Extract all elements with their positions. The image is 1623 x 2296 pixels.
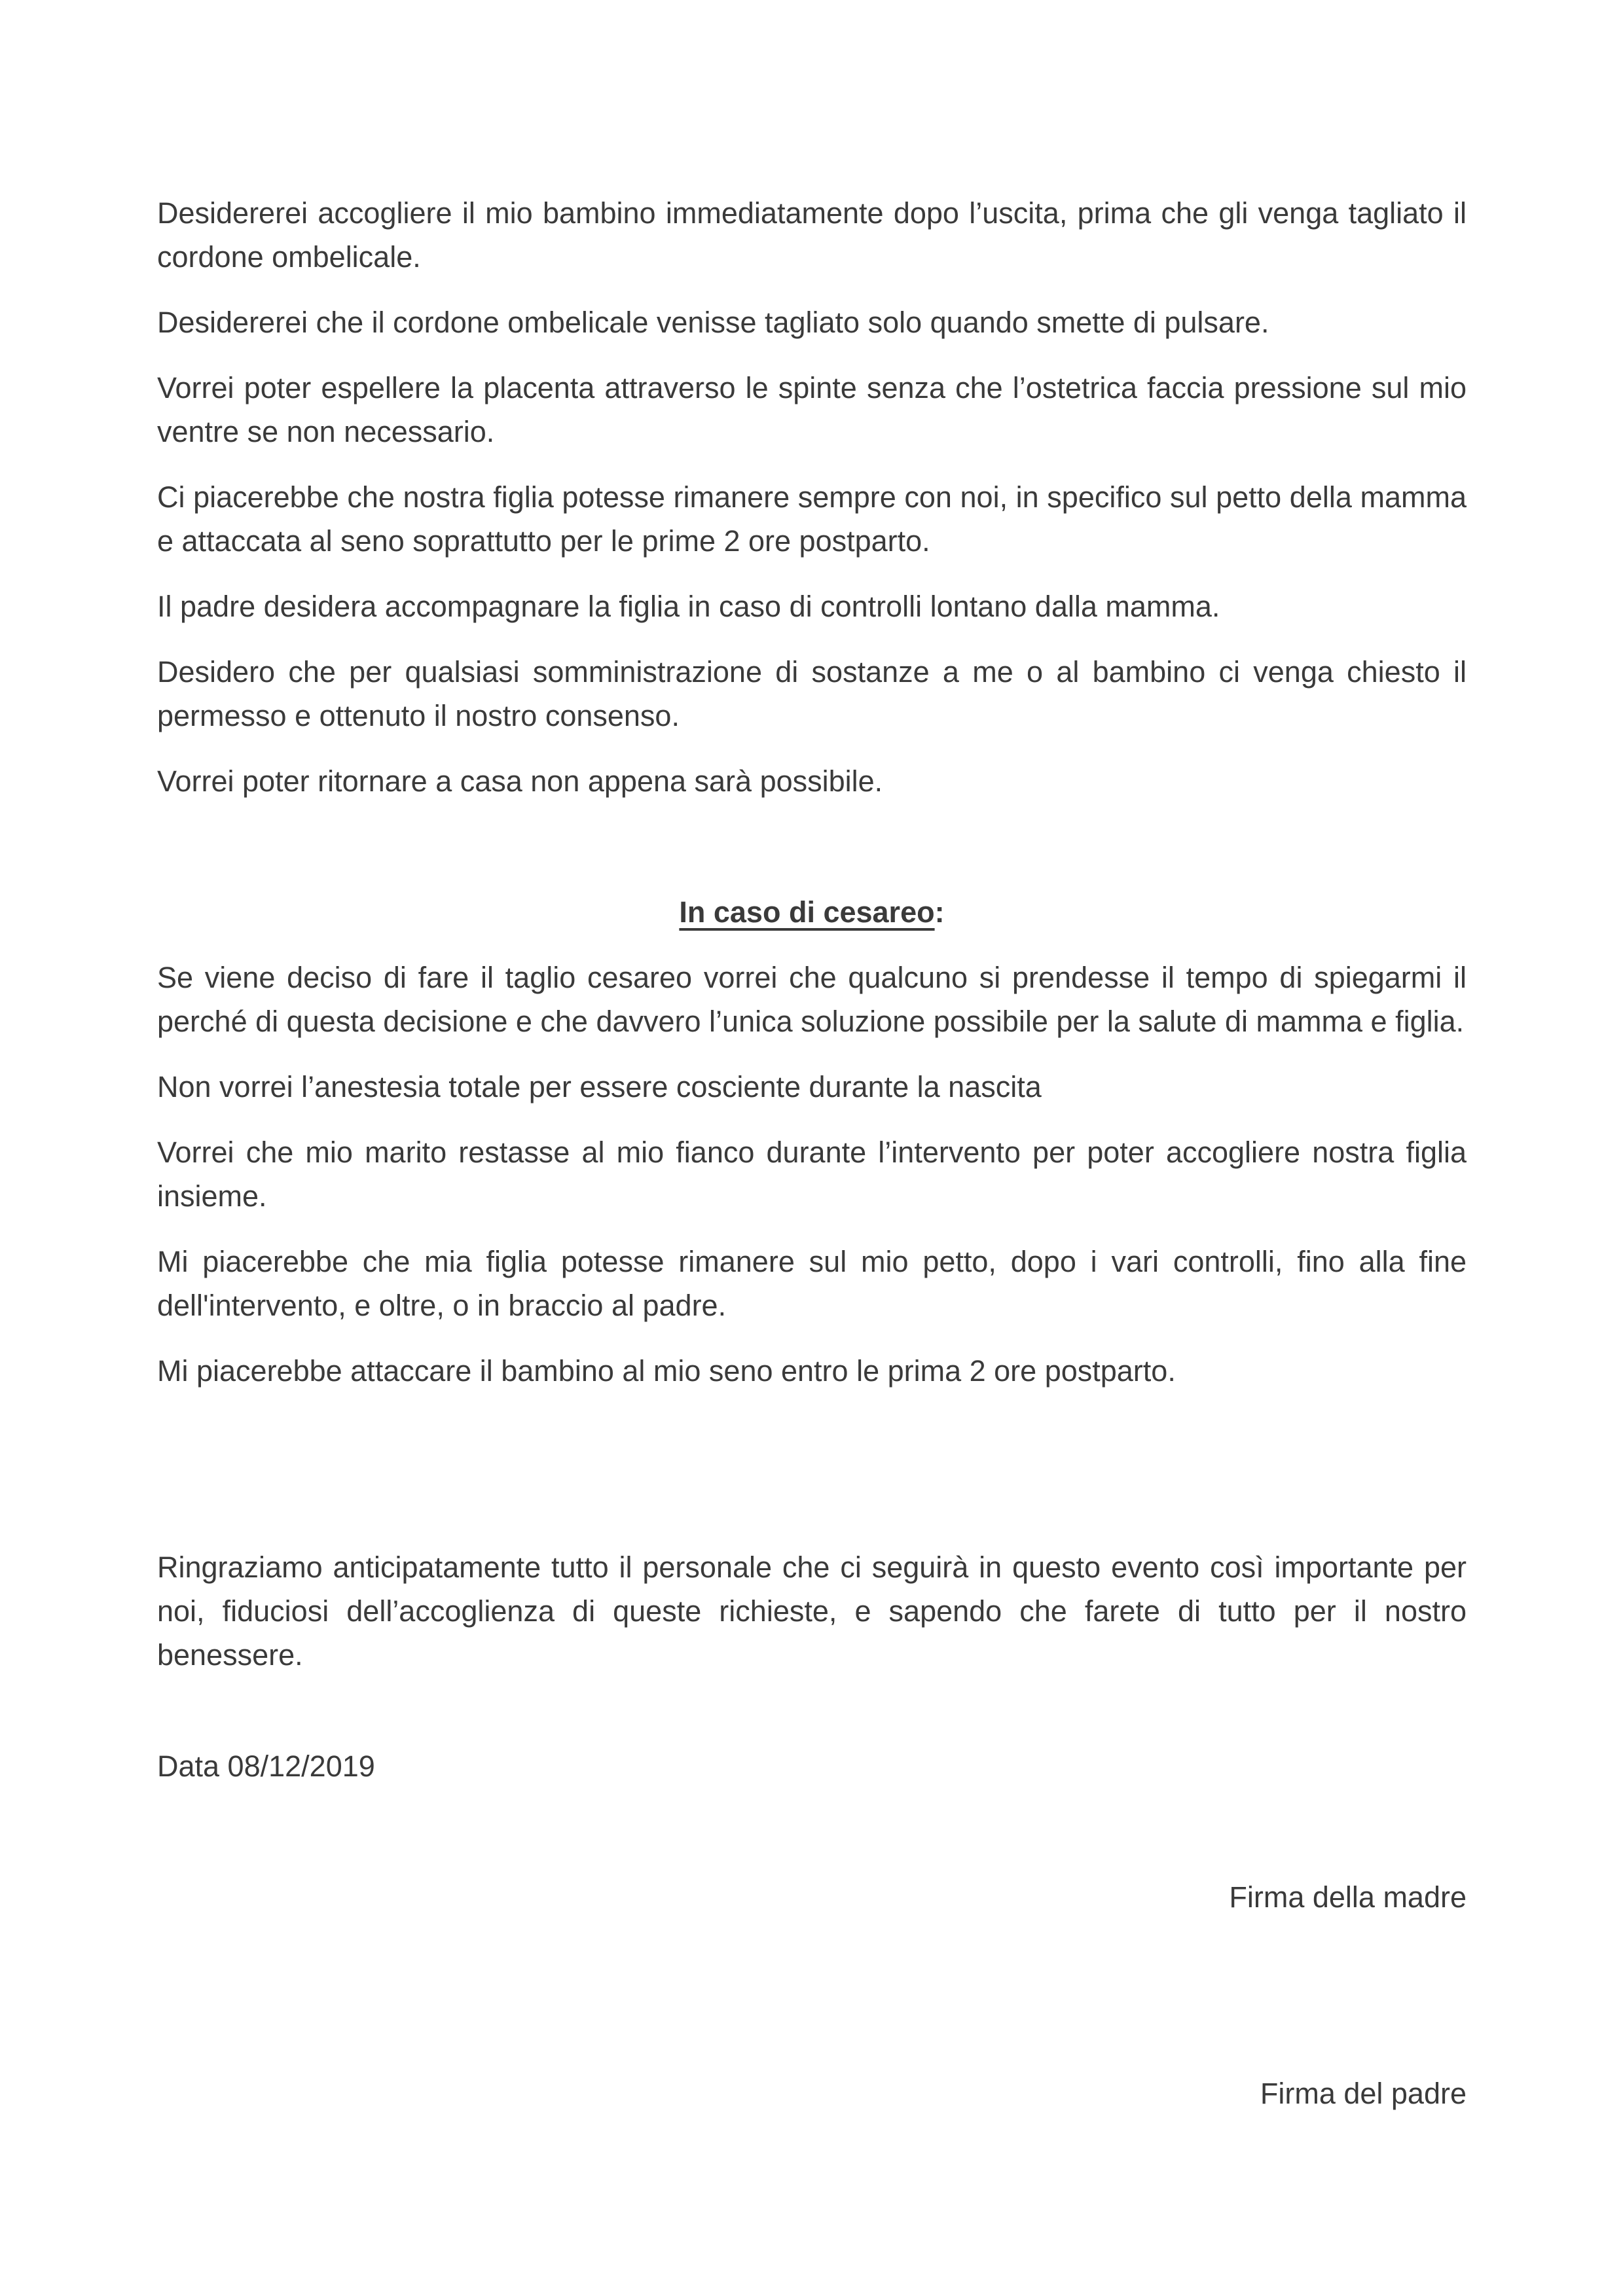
text-line: Vorrei poter ritornare a casa non appena sarà possibile. <box>157 764 883 798</box>
signature-mother-label: Firma della madre <box>1229 1880 1467 1914</box>
paragraph-cesareo-2 <box>157 1065 1467 1109</box>
paragraph-wish-1 <box>157 191 1467 279</box>
paragraph-wish-3 <box>157 366 1467 454</box>
paragraph-closing-thanks <box>157 1545 1467 1677</box>
paragraph-wish-6 <box>157 650 1467 738</box>
paragraph-cesareo-4 <box>157 1240 1467 1327</box>
text-line: e attaccata al seno soprattutto per le prime 2 ore postparto. <box>157 524 930 558</box>
section-heading-cesareo <box>157 890 1467 934</box>
date-line: Data 08/12/2019 <box>157 1749 375 1783</box>
text-line: Mi piacerebbe attaccare il bambino al mio seno entro le prima 2 ore postparto. <box>157 1354 1176 1388</box>
paragraph-cesareo-1 <box>157 956 1467 1043</box>
text-line: Il padre desidera accompagnare la figlia in caso di controlli lontano dalla mamma. <box>157 590 1220 623</box>
paragraph-wish-4 <box>157 475 1467 563</box>
paragraph-wish-7 <box>157 759 1467 803</box>
section-heading-colon: : <box>934 895 945 929</box>
text-line: Desidererei che il cordone ombelicale venisse tagliato solo quando smette di pulsare. <box>157 306 1269 339</box>
text-line: dell'intervento, e oltre, o in braccio al padre. <box>157 1289 727 1322</box>
blank-line <box>157 1698 1467 1744</box>
text-line: permesso e ottenuto il nostro consenso. <box>157 699 680 732</box>
text-line: ventre se non necessario. <box>157 415 495 448</box>
paragraph-cesareo-3 <box>157 1130 1467 1218</box>
blank-line <box>157 1810 1467 1875</box>
text-line: noi, fiduciosi dell’accoglienza di queste richieste, e sapendo che farete di tutto per il nostro <box>157 1594 1467 1628</box>
signature-father-label: Firma del padre <box>1260 2077 1467 2110</box>
blank-line <box>157 1941 1467 2072</box>
section-heading-text: In caso di cesareo <box>679 895 935 929</box>
text-line: Ci piacerebbe che nostra figlia potesse rimanere sempre con noi, in specifico sul petto della mamma <box>157 480 1467 514</box>
text-line: perché di questa decisione e che davvero l’unica soluzione possibile per la salute di mamma e figlia. <box>157 1005 1465 1038</box>
text-line: Se viene deciso di fare il taglio cesareo vorrei che qualcuno si prendesse il tempo di spiegarmi il <box>157 961 1467 994</box>
text-line: Desidererei accogliere il mio bambino immediatamente dopo l’uscita, prima che gli venga tagliato il <box>157 196 1467 230</box>
text-line: cordone ombelicale. <box>157 240 421 274</box>
text-line: insieme. <box>157 1179 267 1213</box>
blank-line <box>157 1414 1467 1545</box>
paragraph-wish-5 <box>157 584 1467 628</box>
text-line: Desidero che per qualsiasi somministrazione di sostanze a me o al bambino ci venga chiesto il <box>157 655 1467 689</box>
text-line: Ringraziamo anticipatamente tutto il personale che ci seguirà in questo evento così importante per <box>157 1551 1467 1584</box>
text-line: benessere. <box>157 1638 303 1672</box>
page-content <box>157 0 1467 2137</box>
blank-line <box>157 825 1467 890</box>
text-line: Vorrei poter espellere la placenta attraverso le spinte senza che l’ostetrica faccia pressione sul mio <box>157 371 1467 404</box>
text-line: Non vorrei l’anestesia totale per essere cosciente durante la nascita <box>157 1070 1042 1103</box>
paragraph-wish-2 <box>157 300 1467 344</box>
text-line: Mi piacerebbe che mia figlia potesse rimanere sul mio petto, dopo i vari controlli, fino alla fine <box>157 1245 1467 1278</box>
text-line: Vorrei che mio marito restasse al mio fianco durante l’intervento per poter accogliere nostra figlia <box>157 1136 1467 1169</box>
paragraph-cesareo-5 <box>157 1349 1467 1393</box>
